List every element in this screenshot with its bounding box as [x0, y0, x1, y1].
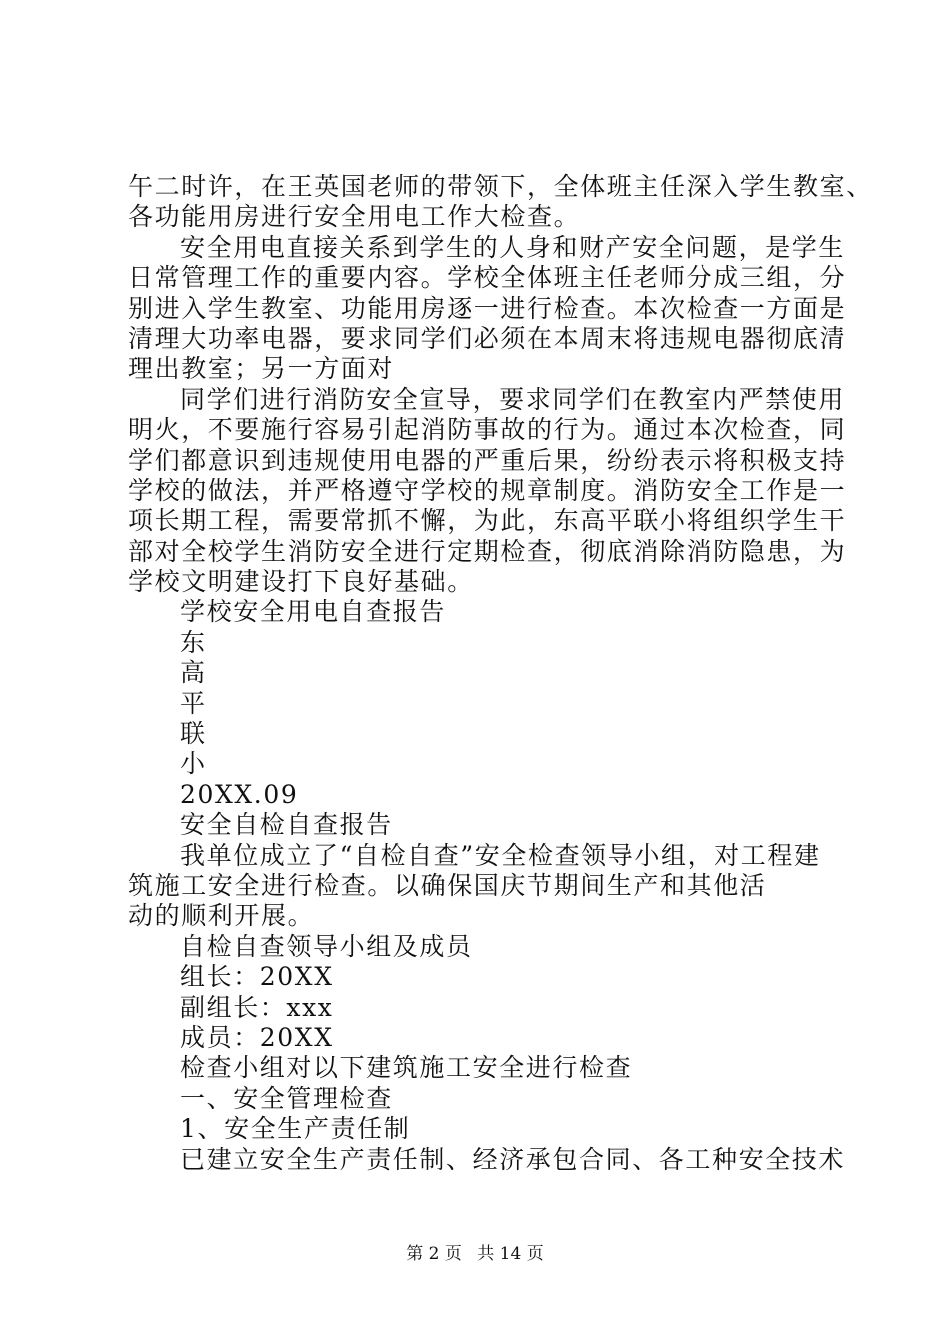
text-line: 平 [180, 688, 207, 718]
text-line: 理出教室；另一方面对 [128, 354, 395, 384]
page-number: 第 2 页 [406, 1244, 462, 1264]
text-line: 项长期工程，需要常抓不懈，为此，东高平联小将组织学生干 [128, 506, 847, 536]
text-line: 东 [180, 627, 207, 657]
text-line: 副组长：xxx [180, 992, 334, 1022]
text-line: 学校文明建设打下良好基础。 [128, 567, 474, 597]
text-line: 一、安全管理检查 [180, 1083, 393, 1113]
text-line: 高 [180, 658, 207, 688]
text-line: 明火，不要施行容易引起消防事故的行为。通过本次检查，同 [128, 415, 847, 445]
text-line: 清理大功率电器，要求同学们必须在本周末将违规电器彻底清 [128, 323, 847, 353]
text-line: 学们都意识到违规使用电器的严重后果，纷纷表示将积极支持 [128, 445, 847, 475]
text-line: 我单位成立了“自检自查”安全检查领导小组，对工程建 [180, 840, 821, 870]
page-footer [0, 1242, 950, 1266]
text-line: 各功能用房进行安全用电工作大检查。 [128, 202, 581, 232]
text-line: 20XX.09 [180, 779, 299, 809]
text-line: 安全自检自查报告 [180, 810, 393, 840]
text-line: 安全用电直接关系到学生的人身和财产安全问题，是学生 [180, 232, 846, 262]
text-line: 午二时许，在王英国老师的带领下，全体班主任深入学生教室、 [128, 172, 873, 201]
text-line: 筑施工安全进行检查。以确保国庆节期间生产和其他活 [128, 870, 767, 900]
text-line: 别进入学生教室、功能用房逐一进行检查。本次检查一方面是 [128, 293, 847, 323]
text-line: 组长：20XX [180, 962, 334, 992]
text-line: 检查小组对以下建筑施工安全进行检查 [180, 1053, 633, 1083]
text-line: 自检自查领导小组及成员 [180, 931, 473, 961]
text-line: 学校的做法，并严格遵守学校的规章制度。消防安全工作是一 [128, 475, 847, 505]
text-line: 同学们进行消防安全宣导，要求同学们在教室内严禁使用 [180, 384, 846, 414]
text-line: 日常管理工作的重要内容。学校全体班主任老师分成三组，分 [128, 263, 847, 293]
text-line: 学校安全用电自查报告 [180, 597, 447, 627]
text-line: 小 [180, 749, 207, 779]
text-line: 联 [180, 719, 207, 749]
page-total: 共 14 页 [477, 1244, 544, 1264]
text-line: 部对全校学生消防安全进行定期检查，彻底消除消防隐患，为 [128, 536, 847, 566]
text-line: 动的顺利开展。 [128, 901, 315, 931]
text-line: 1、安全生产责任制 [180, 1114, 411, 1144]
document-body [128, 172, 873, 1175]
text-line: 成员：20XX [180, 1022, 334, 1052]
text-line: 已建立安全生产责任制、经济承包合同、各工种安全技术 [180, 1144, 846, 1174]
